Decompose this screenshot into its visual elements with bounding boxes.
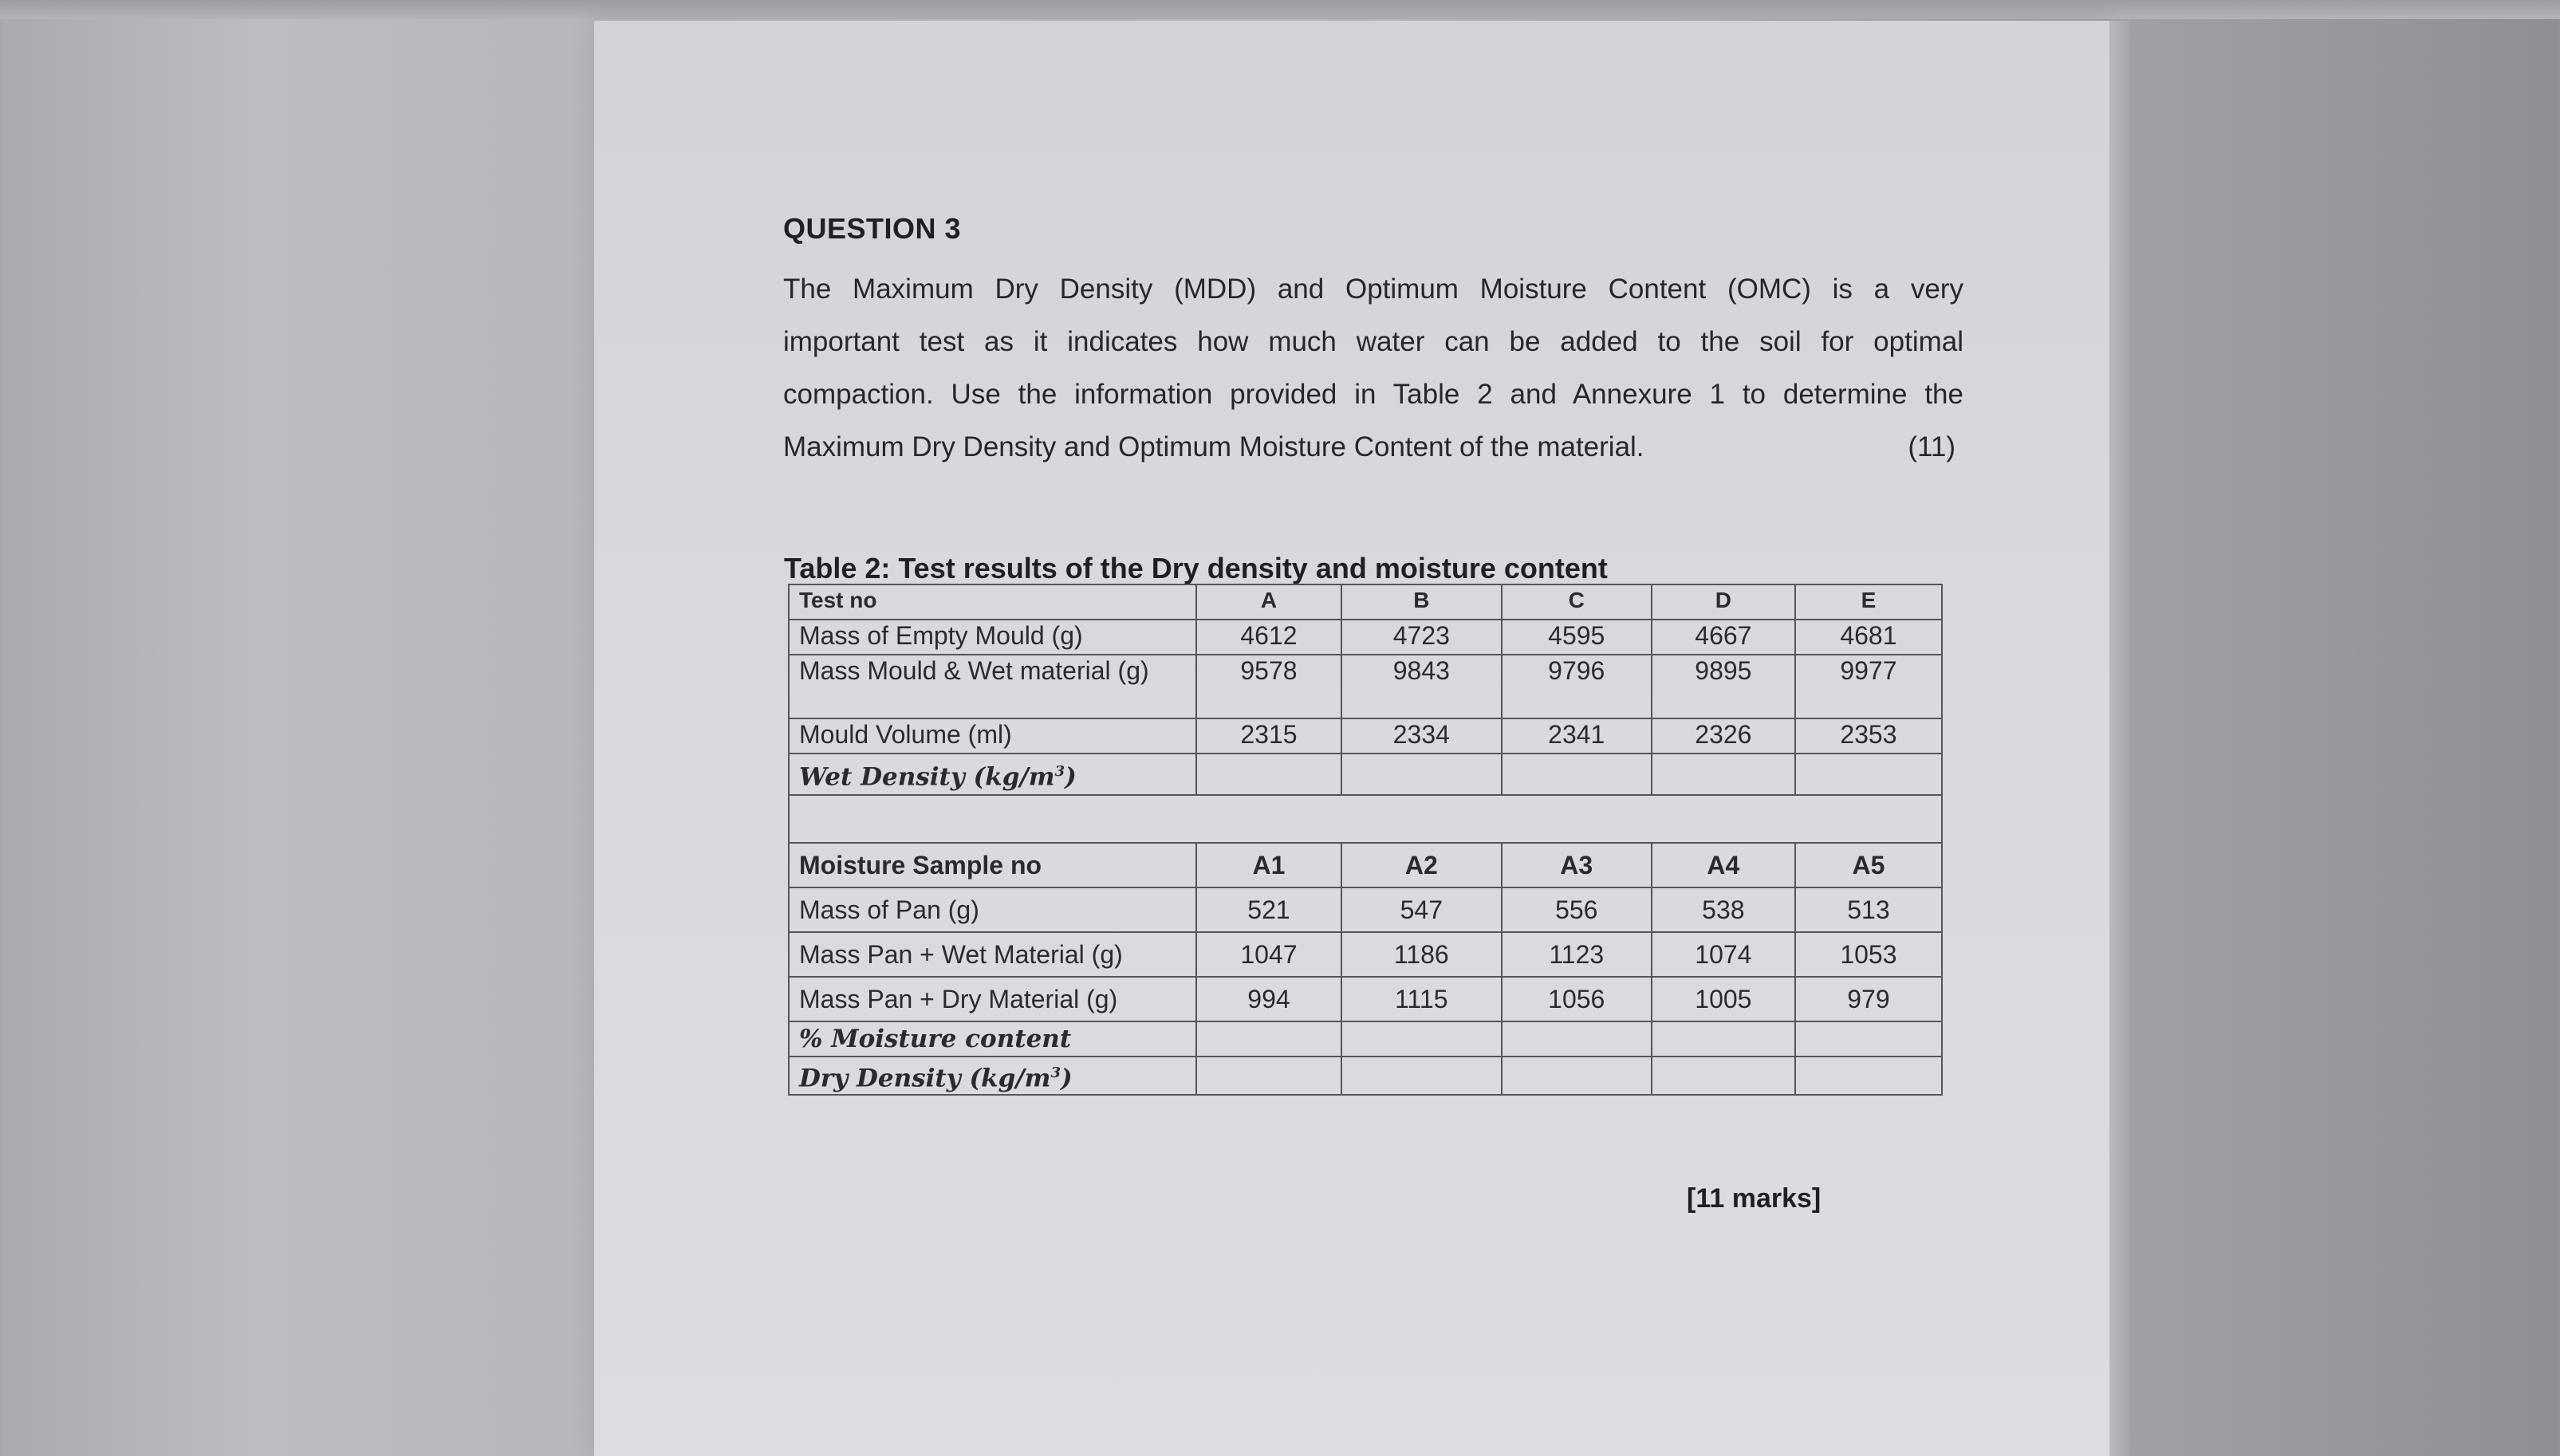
cell-value: B bbox=[1341, 584, 1502, 620]
cell-value: 556 bbox=[1502, 887, 1652, 932]
cell-value: D bbox=[1652, 584, 1795, 620]
table-row-pan-mass bbox=[789, 887, 1942, 932]
table-row-dry-density bbox=[789, 1057, 1942, 1095]
cell-value: 521 bbox=[1196, 887, 1341, 932]
row-label-wet-density: Wet Density $(kg/m^3)$ bbox=[789, 754, 1196, 795]
table-row-moisture-sample-no bbox=[789, 843, 1942, 887]
row-label: Test no bbox=[789, 584, 1196, 620]
cell-value: E bbox=[1795, 584, 1942, 620]
empty-cell bbox=[1196, 1021, 1341, 1057]
question-line-3: compaction. Use the information provided in Table 2 and Annexure 1 to determine the bbox=[783, 379, 1963, 410]
empty-cell bbox=[1795, 754, 1942, 795]
cell-value: 9578 bbox=[1196, 655, 1341, 718]
cell-value: 1115 bbox=[1341, 977, 1502, 1021]
cell-value: 9977 bbox=[1795, 655, 1942, 718]
table-row-test-no bbox=[789, 584, 1942, 620]
question-body bbox=[783, 263, 1963, 474]
empty-cell bbox=[1652, 1021, 1795, 1057]
row-label: Moisture Sample no bbox=[789, 843, 1196, 887]
table-row-pan-wet bbox=[789, 932, 1942, 977]
table-row-empty-mould bbox=[789, 620, 1942, 655]
cell-value: 4723 bbox=[1341, 620, 1502, 655]
row-label: Mould Volume (ml) bbox=[789, 718, 1196, 754]
cell-value: 547 bbox=[1341, 887, 1502, 932]
cell-value: 2315 bbox=[1196, 718, 1341, 754]
question-line-4: Maximum Dry Density and Optimum Moisture Content of the material. bbox=[783, 431, 1644, 462]
total-marks: [11 marks] bbox=[1687, 1183, 1822, 1214]
cell-value: 9796 bbox=[1502, 655, 1652, 718]
document-page bbox=[594, 21, 2109, 1456]
cell-value: 1047 bbox=[1196, 932, 1341, 977]
row-label: Mass Pan + Wet Material (g) bbox=[789, 932, 1196, 977]
separator-cell bbox=[789, 795, 1942, 843]
empty-cell bbox=[1341, 1021, 1502, 1057]
empty-cell bbox=[1502, 1021, 1652, 1057]
cell-value: 4612 bbox=[1196, 620, 1341, 655]
cell-value: 4681 bbox=[1795, 620, 1942, 655]
cell-value: A1 bbox=[1196, 843, 1341, 887]
table-row-moisture-pct bbox=[789, 1021, 1942, 1057]
cell-value: A2 bbox=[1341, 843, 1502, 887]
table-row-pan-dry bbox=[789, 977, 1942, 1021]
cell-value: 1074 bbox=[1652, 932, 1795, 977]
cell-value: 4667 bbox=[1652, 620, 1795, 655]
empty-cell bbox=[1341, 1057, 1502, 1095]
row-label: Mass Mould & Wet material (g) bbox=[789, 655, 1196, 718]
cell-value: 1123 bbox=[1502, 932, 1652, 977]
cell-value: 979 bbox=[1795, 977, 1942, 1021]
empty-cell bbox=[1795, 1057, 1942, 1095]
cell-value: 1005 bbox=[1652, 977, 1795, 1021]
cell-value: 1186 bbox=[1341, 932, 1502, 977]
cell-value: 513 bbox=[1795, 887, 1942, 932]
question-line-4-wrap bbox=[783, 421, 1963, 474]
cell-value: 2353 bbox=[1795, 718, 1942, 754]
monitor-top-edge bbox=[0, 0, 2560, 19]
empty-cell bbox=[1196, 1057, 1341, 1095]
question-title: QUESTION 3 bbox=[783, 212, 962, 245]
results-table bbox=[788, 584, 1943, 1096]
row-label: Mass of Pan (g) bbox=[789, 887, 1196, 932]
cell-value: 1053 bbox=[1795, 932, 1942, 977]
cell-value: 1056 bbox=[1502, 977, 1652, 1021]
cell-value: 9895 bbox=[1652, 655, 1795, 718]
empty-cell bbox=[1795, 1021, 1942, 1057]
cell-value: A4 bbox=[1652, 843, 1795, 887]
empty-cell bbox=[1502, 1057, 1652, 1095]
question-line-1: The Maximum Dry Density (MDD) and Optimum Moisture Content (OMC) is a very bbox=[783, 273, 1963, 305]
cell-value: 994 bbox=[1196, 977, 1341, 1021]
empty-cell bbox=[1652, 1057, 1795, 1095]
empty-cell bbox=[1341, 754, 1502, 795]
question-line-2: important test as it indicates how much water can be added to the soil for optimal bbox=[783, 326, 1963, 357]
cell-value: 4595 bbox=[1502, 620, 1652, 655]
table-row-wet-density bbox=[789, 754, 1942, 795]
cell-value: A5 bbox=[1795, 843, 1942, 887]
cell-value: 2341 bbox=[1502, 718, 1652, 754]
empty-cell bbox=[1652, 754, 1795, 795]
table-row-mould-wet bbox=[789, 655, 1942, 718]
table-caption: Table 2: Test results of the Dry density and moisture content bbox=[784, 552, 1608, 584]
cell-value: 9843 bbox=[1341, 655, 1502, 718]
question-marks: (11) bbox=[1908, 431, 1955, 462]
row-label-moisture-content: % Moisture content bbox=[789, 1021, 1196, 1057]
cell-value: 538 bbox=[1652, 887, 1795, 932]
cell-value: 2326 bbox=[1652, 718, 1795, 754]
empty-cell bbox=[1502, 754, 1652, 795]
row-label: Mass Pan + Dry Material (g) bbox=[789, 977, 1196, 1021]
table-row-separator bbox=[789, 795, 1942, 843]
cell-value: C bbox=[1502, 584, 1652, 620]
cell-value: A bbox=[1196, 584, 1341, 620]
cell-value: 2334 bbox=[1341, 718, 1502, 754]
empty-cell bbox=[1196, 754, 1341, 795]
table-row-mould-volume bbox=[789, 718, 1942, 754]
cell-value: A3 bbox=[1502, 843, 1652, 887]
page-shadow-edge bbox=[2109, 21, 2129, 1456]
row-label: Mass of Empty Mould (g) bbox=[789, 620, 1196, 655]
row-label-dry-density: Dry Density $(kg/m^3)$ bbox=[789, 1057, 1196, 1095]
